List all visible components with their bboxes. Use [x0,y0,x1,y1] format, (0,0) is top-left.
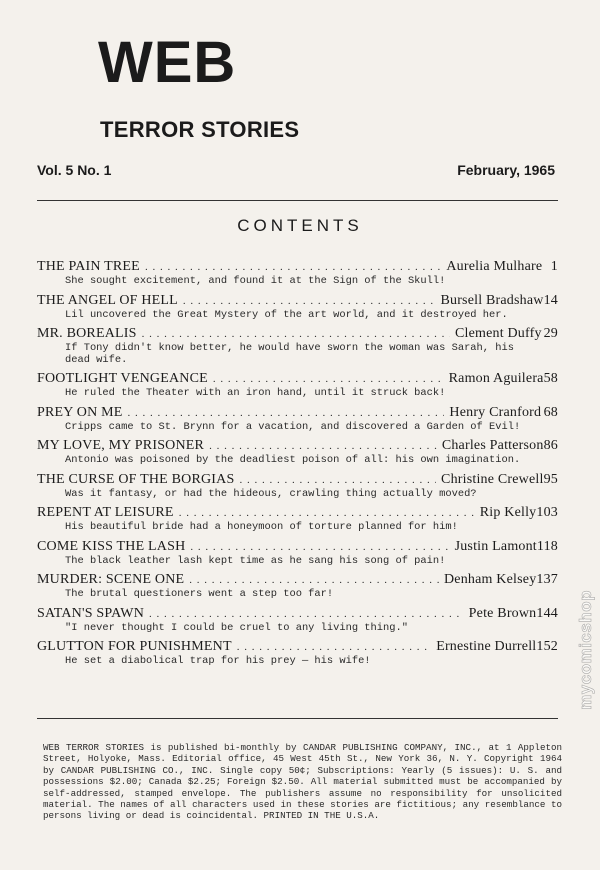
story-title: FOOTLIGHT VENGEANCE [37,371,208,386]
issue-volume: Vol. 5 No. 1 [37,162,112,178]
story-blurb: Cripps came to St. Brynn for a vacation, and discovered a Garden of Evil! [65,420,521,433]
story-title: COME KISS THE LASH [37,538,186,554]
dot-leader [179,505,475,522]
story-page: 144 [536,605,558,621]
toc-entry [37,258,558,288]
story-title: REPENT AT LEISURE [37,505,174,520]
story-author: Pete Brown [468,605,537,621]
magazine-title: WEB [98,30,237,95]
story-author: Aurelia Mulhare [446,259,543,274]
story-title: SATAN'S SPAWN [37,605,145,621]
dot-leader [209,438,437,455]
toc-entry [37,504,558,534]
toc-entry [37,325,558,366]
story-page: 137 [536,572,558,587]
toc-entry [37,292,558,322]
story-author: Charles Patterson [441,438,544,453]
story-author: Rip Kelly [479,505,537,520]
story-page: 95 [543,471,558,487]
story-author: Ramon Aguilera [448,371,544,386]
story-blurb: She sought excitement, and found it at the Sign of the Skull! [65,275,446,287]
story-page: 86 [543,438,558,453]
story-title: GLUTTON FOR PUNISHMENT [37,639,232,654]
dot-leader [145,259,441,276]
magazine-subtitle: TERROR STORIES [100,117,300,142]
story-blurb: Was it fantasy, or had the hideous, crawling thing actually moved? [65,487,477,500]
story-page: 68 [543,404,558,420]
story-page: 14 [543,292,558,308]
dot-leader [213,371,444,388]
story-blurb: He set a diabolical trap for his prey — his wife! [65,655,371,667]
toc-entry [37,571,558,601]
story-title: THE PAIN TREE [37,259,140,274]
bottom-divider [37,718,558,719]
toc-entry [37,538,558,568]
story-page: 103 [536,505,558,520]
dot-leader [189,572,439,589]
story-blurb: If Tony didn't know better, he would have sworn the woman was Sarah, his dead wife. [65,342,514,366]
story-blurb: Lil uncovered the Great Mystery of the art world, and it destroyed her. [65,308,508,321]
story-author: Ernestine Durrell [436,639,537,654]
story-page: 152 [536,639,558,654]
table-of-contents [37,258,558,672]
story-title: PREY ON ME [37,404,123,420]
toc-entry [37,638,558,668]
story-title: MY LOVE, MY PRISONER [37,438,205,453]
story-blurb: The brutal questioners went a step too far! [65,588,334,600]
story-blurb: He ruled the Theater with an iron hand, until it struck back! [65,387,446,399]
story-blurb: "I never thought I could be cruel to any living thing." [65,621,408,634]
toc-entry [37,404,558,434]
dot-leader [239,472,436,489]
story-page: 58 [543,371,558,386]
story-blurb: His beautiful bride had a honeymoon of torture planned for him! [65,521,458,533]
site-watermark: mycomicshop [576,590,595,710]
toc-entry [37,370,558,400]
story-blurb: The black leather lash kept time as he sang his song of pain! [65,554,446,567]
story-title: MURDER: SCENE ONE [37,572,185,587]
story-author: Clement Duffy [454,326,542,341]
dot-leader [183,293,436,310]
story-author: Henry Cranford [449,404,542,420]
contents-heading: CONTENTS [237,216,363,235]
story-blurb: Antonio was poisoned by the deadliest poison of all: his own imagination. [65,454,521,466]
story-page: 118 [536,538,558,554]
story-page: 29 [543,326,558,341]
story-page: 1 [550,259,558,274]
toc-entry [37,471,558,501]
dot-leader [142,326,450,343]
story-title: MR. BOREALIS [37,326,137,341]
story-author: Justin Lamont [454,538,537,554]
story-author: Denham Kelsey [443,572,537,587]
story-author: Christine Crewell [441,471,544,487]
dot-leader [237,639,431,656]
top-divider [37,200,558,201]
dot-leader [149,606,464,623]
story-author: Bursell Bradshaw [440,292,544,308]
issue-date: February, 1965 [457,162,555,178]
toc-entry [37,605,558,635]
dot-leader [128,405,445,422]
story-title: THE ANGEL OF HELL [37,292,178,308]
publisher-colophon: WEB TERROR STORIES is published bi-monthly by CANDAR PUBLISHING COMPANY, INC., at 1 Appleton Street, Holyoke, Mass. Editorial office, 45 West 45th St., New York 36, N. Y. Copyright 1964 by CANDAR PUBLISHING CO., INC. Single copy 50¢; Subscriptions: Yearly (5 issues): U. S. and possessions $2.00; Canada $2.25; Foreign $2.50. All material submitted must be accompanied by self-addressed, stamped envelope. The publishers assume no responsibility for unsolicited material. The names of all characters used in these stories are fictitious; any resemblance to persons living or dead is coincidental. PRINTED IN THE U.S.A. [43,742,562,822]
story-title: THE CURSE OF THE BORGIAS [37,471,235,487]
dot-leader [190,539,449,556]
toc-entry [37,437,558,467]
